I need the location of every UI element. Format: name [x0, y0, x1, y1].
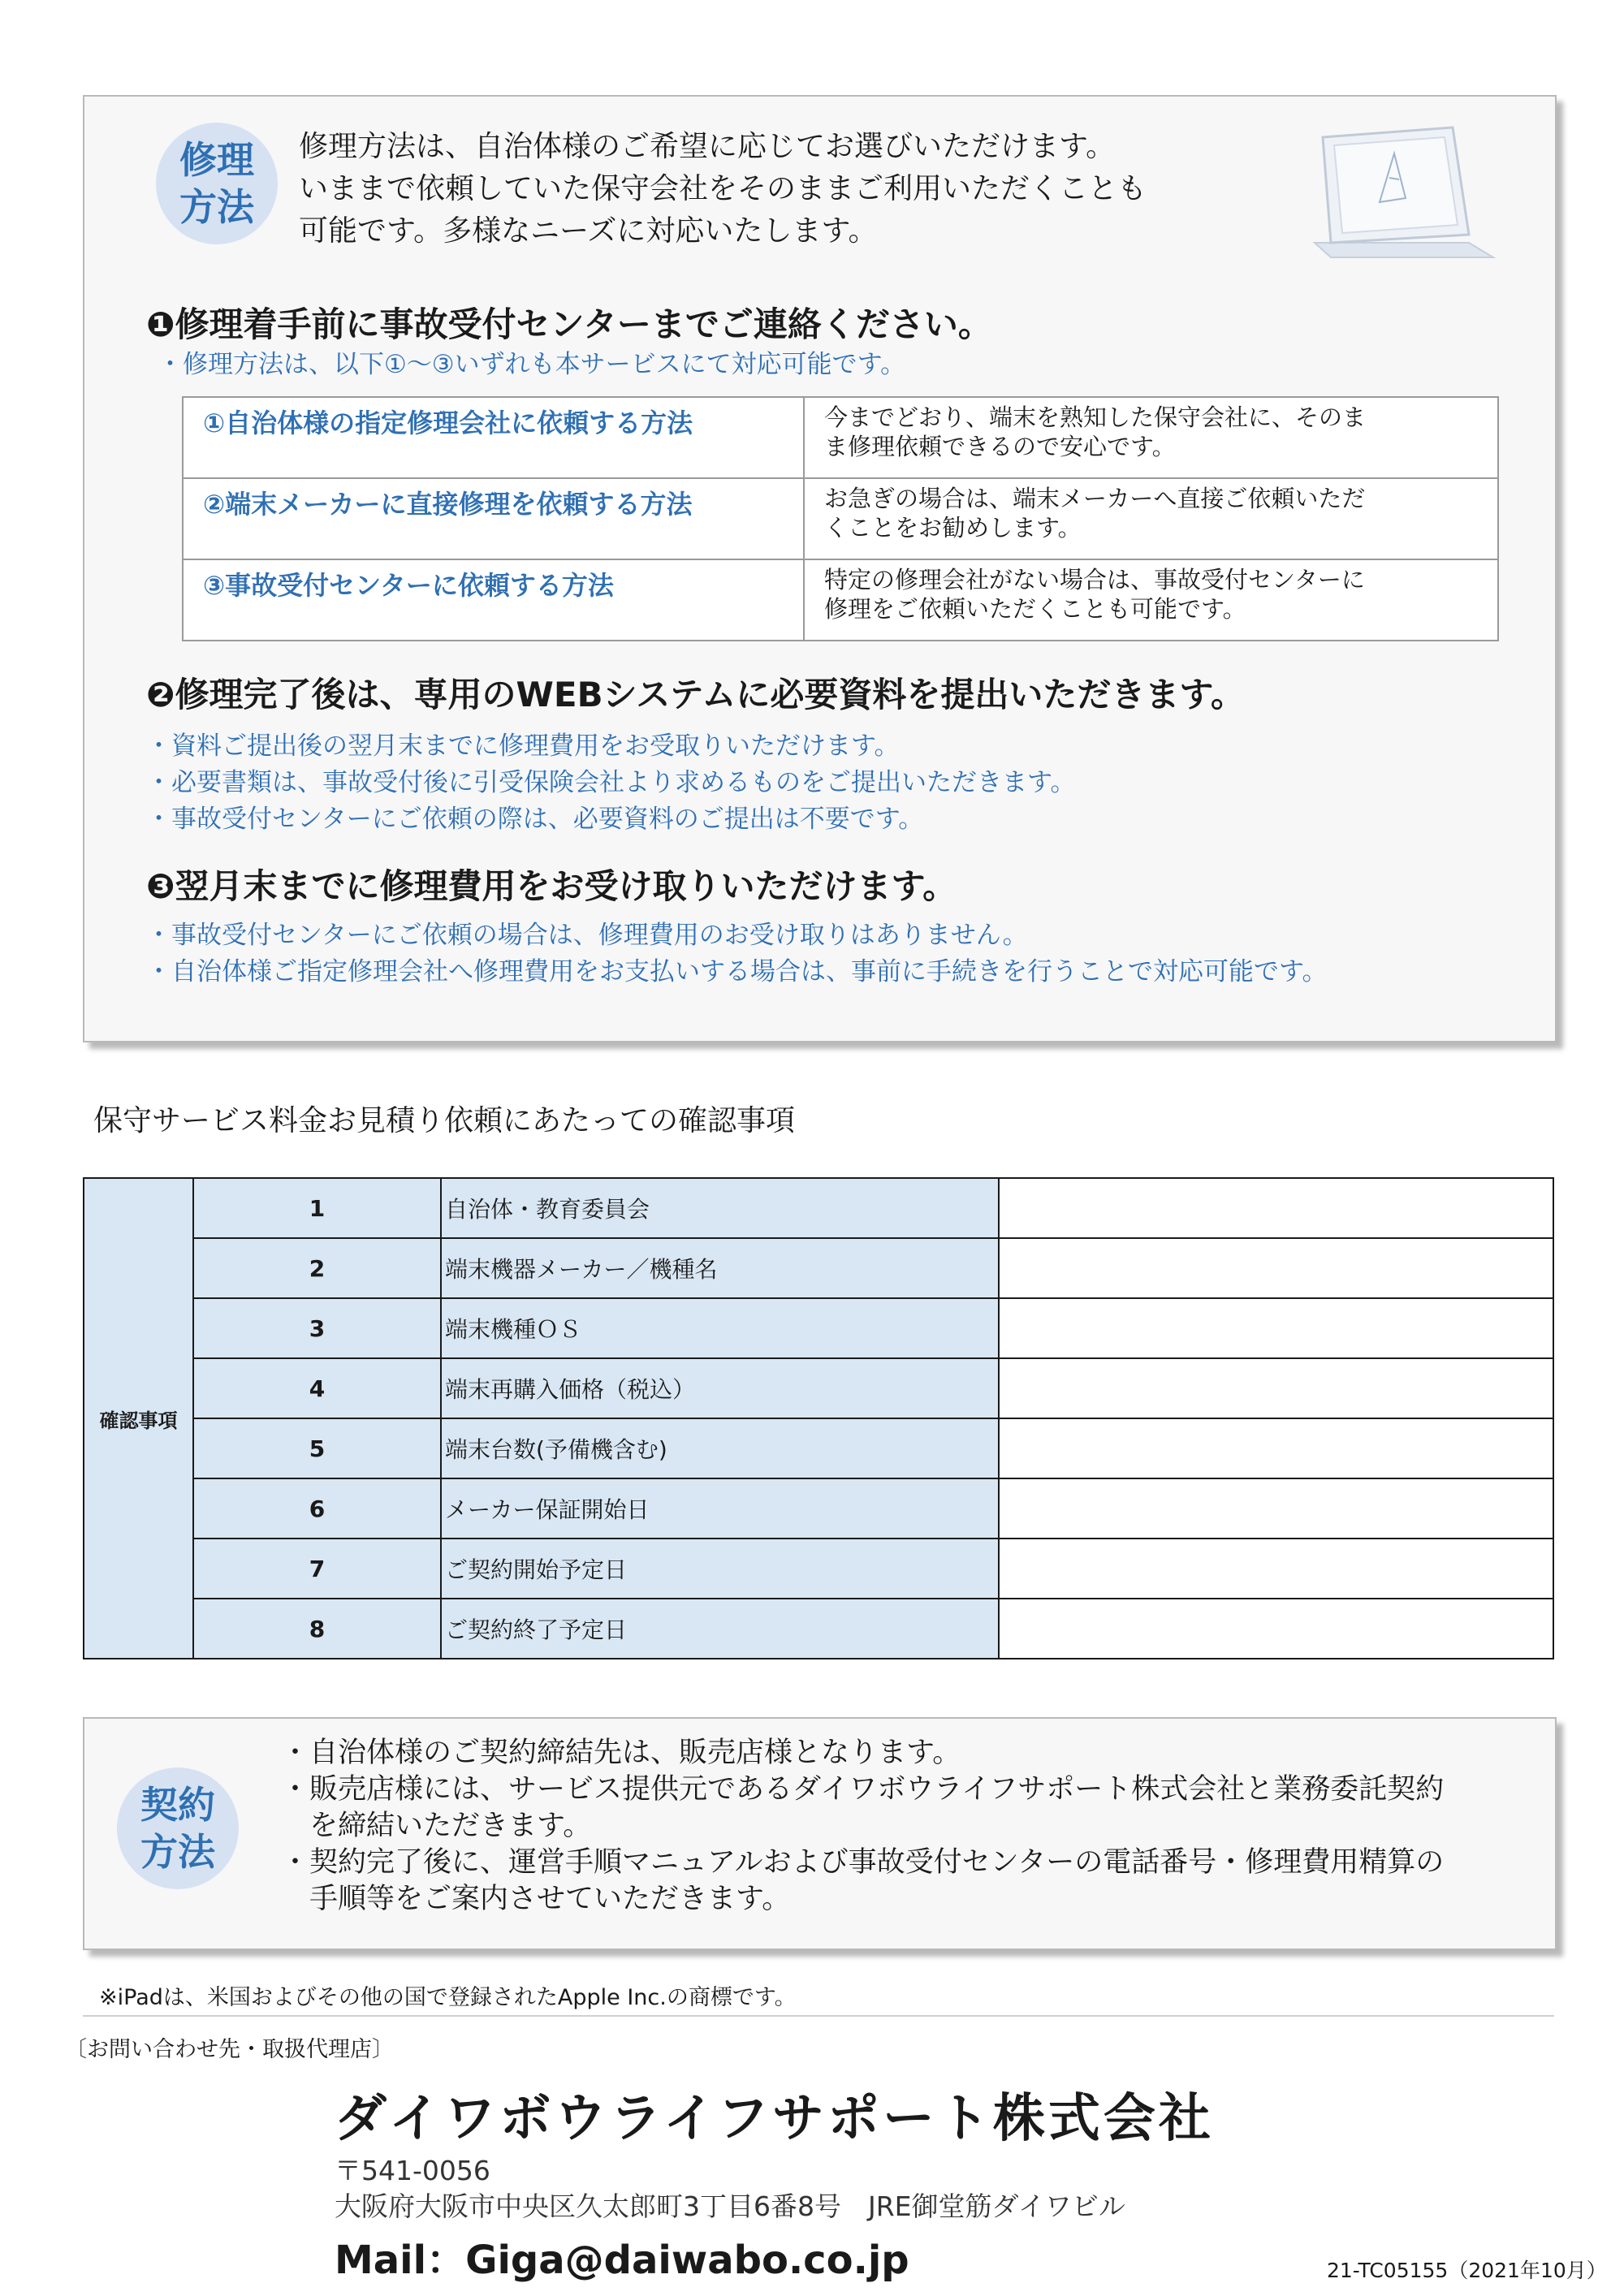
row-item: ご契約終了予定日	[441, 1599, 999, 1659]
row-value-field[interactable]	[999, 1478, 1553, 1539]
method-desc	[804, 397, 1498, 478]
footer-divider	[83, 2015, 1554, 2017]
method-desc-line: ま修理依頼できるので安心です。	[824, 433, 1176, 460]
step1-heading: ❶修理着手前に事故受付センターまでご連絡ください。	[146, 304, 992, 344]
contract-line: 手順等をご案内させていただきます。	[281, 1883, 791, 1915]
row-value-field[interactable]	[999, 1238, 1553, 1298]
contract-method-badge	[117, 1767, 239, 1889]
table-row	[84, 1539, 1553, 1599]
postal-code: 〒541-0056	[335, 2155, 490, 2186]
contact-label: 〔お問い合わせ先・取扱代理店〕	[65, 2037, 394, 2062]
contract-method-box	[83, 1717, 1557, 1950]
table-row	[84, 1178, 1553, 1238]
method-desc	[804, 559, 1498, 641]
checklist-title: 保守サービス料金お見積り依頼にあたっての確認事項	[93, 1104, 796, 1137]
company-name: ダイワボウライフサポート株式会社	[335, 2089, 1214, 2149]
table-row	[84, 1599, 1553, 1659]
intro-line: 可能です。多様なニーズに対応いたします。	[299, 214, 878, 248]
table-row	[84, 1298, 1553, 1358]
badge-line1: 契約	[140, 1783, 215, 1827]
row-item: 端末台数(予備機含む)	[441, 1418, 999, 1478]
row-item: 端末機器メーカー／機種名	[441, 1238, 999, 1298]
row-number: 3	[193, 1298, 441, 1358]
table-row	[84, 1358, 1553, 1418]
row-item: 自治体・教育委員会	[441, 1178, 999, 1238]
repair-intro	[299, 126, 1147, 252]
method-name: ①自治体様の指定修理会社に依頼する方法	[183, 397, 804, 478]
method-name: ③事故受付センターに依頼する方法	[183, 559, 804, 641]
row-item: メーカー保証開始日	[441, 1478, 999, 1539]
row-value-field[interactable]	[999, 1599, 1553, 1659]
contact-mail[interactable]: Mail：Giga@daiwabo.co.jp	[335, 2238, 909, 2283]
row-number: 8	[193, 1599, 441, 1659]
row-value-field[interactable]	[999, 1539, 1553, 1599]
table-row	[183, 559, 1498, 641]
contract-text	[281, 1735, 1444, 1918]
intro-line: 修理方法は、自治体様のご希望に応じてお選びいただけます。	[299, 130, 1116, 163]
method-desc-line: 修理をご依頼いただくことも可能です。	[824, 595, 1246, 623]
intro-line: いままで依頼していた保守会社をそのままご利用いただくことも	[299, 172, 1147, 205]
step3-bullet: ・事故受付センターにご依頼の場合は、修理費用のお受け取りはありません。	[146, 921, 1028, 950]
badge-line2: 方法	[140, 1830, 215, 1874]
method-desc-line: くことをお勧めします。	[824, 514, 1082, 542]
step3-bullet: ・自治体様ご指定修理会社へ修理費用をお支払いする場合は、事前に手続きを行うことで対応可能です。	[146, 957, 1328, 986]
address: 大阪府大阪市中央区久太郎町3丁目6番8号 JRE御堂筋ダイワビル	[335, 2190, 1125, 2222]
method-name: ②端末メーカーに直接修理を依頼する方法	[183, 478, 804, 559]
step2-bullet: ・必要書類は、事故受付後に引受保険会社より求めるものをご提出いただきます。	[146, 768, 1076, 797]
table-row	[183, 478, 1498, 559]
row-item: 端末機種ＯＳ	[441, 1298, 999, 1358]
row-number: 6	[193, 1478, 441, 1539]
row-number: 4	[193, 1358, 441, 1418]
repair-methods-table	[182, 396, 1499, 641]
row-item: ご契約開始予定日	[441, 1539, 999, 1599]
contract-line: を締結いただきます。	[281, 1810, 592, 1842]
table-row	[183, 397, 1498, 478]
row-number: 2	[193, 1238, 441, 1298]
document-code: 21-TC05155（2021年10月）	[1327, 2259, 1607, 2282]
badge-line2: 方法	[179, 185, 254, 229]
method-desc-line: お急ぎの場合は、端末メーカーへ直接ご依頼いただ	[824, 485, 1366, 512]
table-row	[84, 1478, 1553, 1539]
row-value-field[interactable]	[999, 1178, 1553, 1238]
step2-bullet: ・資料ご提出後の翌月末までに修理費用をお受取りいただけます。	[146, 732, 900, 761]
row-value-field[interactable]	[999, 1418, 1553, 1478]
repair-method-box	[83, 95, 1557, 1042]
step1-bullet: ・修理方法は、以下①～③いずれも本サービスにて対応可能です。	[158, 350, 906, 379]
checklist-table	[83, 1177, 1554, 1659]
step2-bullet: ・事故受付センターにご依頼の際は、必要資料のご提出は不要です。	[146, 805, 924, 834]
contract-line: ・自治体様のご契約締結先は、販売店様となります。	[281, 1737, 961, 1769]
tablet-icon	[1298, 121, 1501, 259]
row-value-field[interactable]	[999, 1358, 1553, 1418]
method-desc	[804, 478, 1498, 559]
row-value-field[interactable]	[999, 1298, 1553, 1358]
badge-line1: 修理	[179, 138, 254, 182]
method-desc-line: 今までどおり、端末を熟知した保守会社に、そのま	[824, 404, 1367, 431]
step3-heading: ❸翌月末までに修理費用をお受け取りいただけます。	[146, 866, 957, 906]
table-row	[84, 1238, 1553, 1298]
row-number: 7	[193, 1539, 441, 1599]
row-number: 1	[193, 1178, 441, 1238]
repair-method-badge	[156, 123, 278, 244]
contract-line: ・販売店様には、サービス提供元であるダイワボウライフサポート株式会社と業務委託契約	[281, 1773, 1445, 1806]
contract-line: ・契約完了後に、運営手順マニュアルおよび事故受付センターの電話番号・修理費用精算の	[281, 1846, 1445, 1879]
method-desc-line: 特定の修理会社がない場合は、事故受付センターに	[824, 566, 1365, 593]
row-item: 端末再購入価格（税込）	[441, 1358, 999, 1418]
table-row	[84, 1418, 1553, 1478]
step2-heading: ❷修理完了後は、専用のWEBシステムに必要資料を提出いただきます。	[146, 675, 1246, 714]
row-number: 5	[193, 1418, 441, 1478]
trademark-note: ※iPadは、米国およびその他の国で登録されたApple Inc.の商標です。	[99, 1985, 797, 2010]
checklist-category: 確認事項	[84, 1178, 193, 1659]
